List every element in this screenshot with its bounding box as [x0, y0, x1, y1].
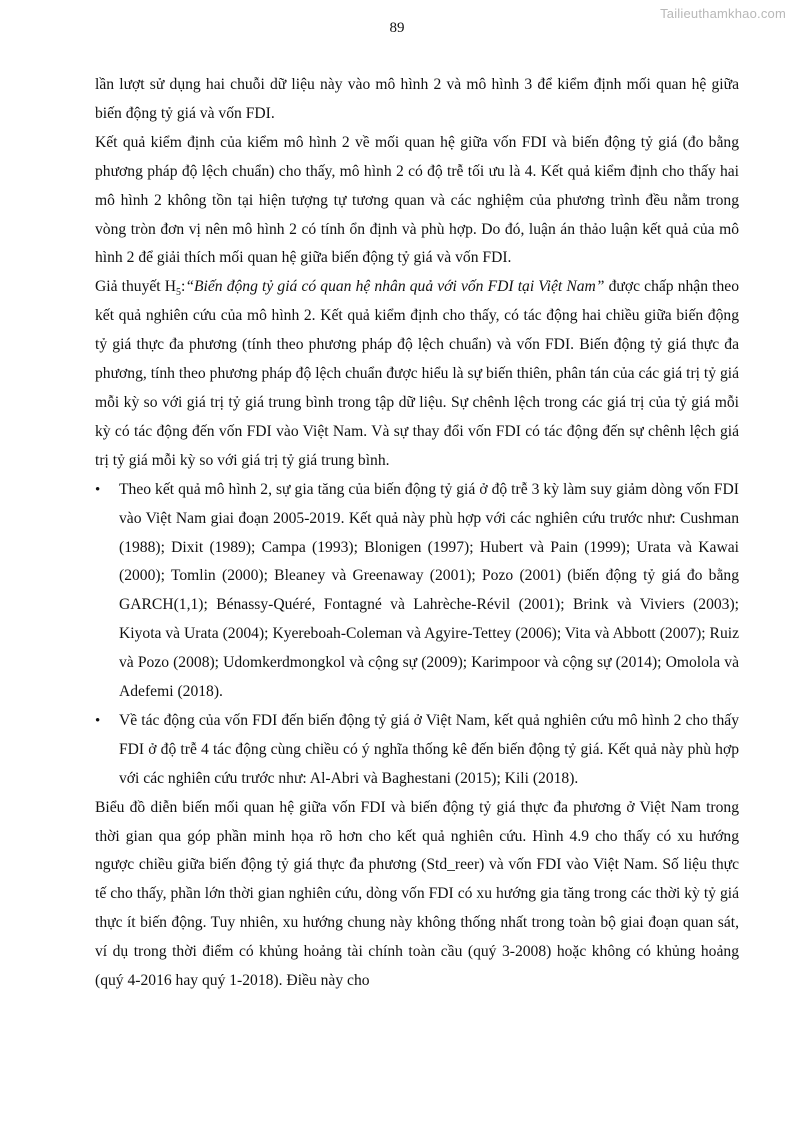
hypothesis-text: được chấp nhận theo kết quả nghiên cứu của mô hình 2. Kết quả kiểm định cho thấy, có tác động hai chiều giữa biến động tỷ giá thực đa phương (tính theo phương pháp độ lệch chuẩn) và vốn FDI. Biến động tỷ giá thực đa phương, tính theo phương pháp độ lệch chuẩn được hiểu là sự biến thiên, phân tán của các giá trị tỷ giá mỗi kỳ so với giá trị tỷ giá trung bình trong tập dữ liệu. Sự chênh lệch trong các giá trị của tỷ giá mỗi kỳ có tác động đến vốn FDI vào Việt Nam. Và sự thay đổi vốn FDI có tác động đến sự chênh lệch giá trị tỷ giá mỗi kỳ so với giá trị tỷ giá trung bình. [95, 278, 739, 469]
list-item: • Về tác động của vốn FDI đến biến động tỷ giá ở Việt Nam, kết quả nghiên cứu mô hình 2 cho thấy FDI ở độ trễ 4 tác động cùng chiều có ý nghĩa thống kê đến biến động tỷ giá. Kết quả này phù hợp với các nghiên cứu trước như: Al-Abri và Baghestani (2015); Kili (2018). [95, 707, 739, 794]
hypothesis-subscript: 5 [176, 287, 181, 299]
hypothesis-prefix: Giả thuyết H [95, 278, 176, 296]
page-number: 89 [389, 20, 405, 36]
hypothesis-separator: : [181, 278, 186, 296]
paragraph-model-results: Kết quả kiểm định của kiểm mô hình 2 về mối quan hệ giữa vốn FDI và biến động tỷ giá (đo bằng phương pháp độ lệch chuẩn) cho thấy, mô hình 2 có độ trễ tối ưu là 4. Kết quả kiểm định cho thấy hai mô hình 2 không tồn tại hiện tượng tự tương quan và các nghiệm của phương trình đều nằm trong vòng tròn đơn vị nên mô hình 2 có tính ổn định và phù hợp. Do đó, luận án thảo luận kết quả của mô hình 2 để giải thích mối quan hệ giữa biến động tỷ giá và vốn FDI. [95, 133, 739, 267]
paragraph-continuation: lần lượt sử dụng hai chuỗi dữ liệu này vào mô hình 2 và mô hình 3 để kiểm định mối quan hệ giữa biến động tỷ giá và vốn FDI. [95, 76, 739, 122]
watermark: Tailieuthamkhao.com [660, 6, 786, 21]
hypothesis-title: “Biến động tỷ giá có quan hệ nhân quả với vốn FDI tại Việt Nam” [185, 278, 605, 296]
list-item: • Theo kết quả mô hình 2, sự gia tăng của biến động tỷ giá ở độ trễ 3 kỳ làm suy giảm dòng vốn FDI vào Việt Nam giai đoạn 2005-2019. Kết quả này phù hợp với các nghiên cứu trước như: Cushman (1988); Dixit (1989); Campa (1993); Blonigen (1997); Hubert và Pain (1999); Urata và Kawai (2000); Tomlin (2000); Bleaney và Greenaway (2001); Pozo (2001) (biến động tỷ giá đo bằng GARCH(1,1); Bénassy-Quéré, Fontagné và Lahrèche-Révil (2001); Brink và Viviers (2003); Kiyota và Urata (2004); Kyereboah-Coleman và Agyire-Tettey (2006); Vita và Abbott (2007); Ruiz và Pozo (2008); Udomkerdmongkol và cộng sự (2009); Karimpoor và cộng sự (2014); Omolola và Adefemi (2018). [95, 476, 739, 707]
paragraph-hypothesis [95, 273, 739, 475]
document-body [95, 71, 739, 996]
findings-list [95, 476, 739, 794]
paragraph-chart-discussion: Biểu đồ diễn biến mối quan hệ giữa vốn FDI và biến động tỷ giá thực đa phương ở Việt Nam trong thời gian qua góp phần minh họa rõ hơn cho kết quả nghiên cứu. Hình 4.9 cho thấy có xu hướng ngược chiều giữa biến động tỷ giá thực đa phương (Std_reer) và vốn FDI vào Việt Nam. Số liệu thực tế cho thấy, phần lớn thời gian nghiên cứu, dòng vốn FDI có xu hướng gia tăng trong các thời kỳ tỷ giá thực ít biến động. Tuy nhiên, xu hướng chung này không thống nhất trong toàn bộ giai đoạn quan sát, ví dụ trong thời điểm có khủng hoảng tài chính toàn cầu (quý 3-2008) hoặc không có khủng hoảng (quý 4-2016 hay quý 1-2018). Điều này cho [95, 798, 739, 990]
